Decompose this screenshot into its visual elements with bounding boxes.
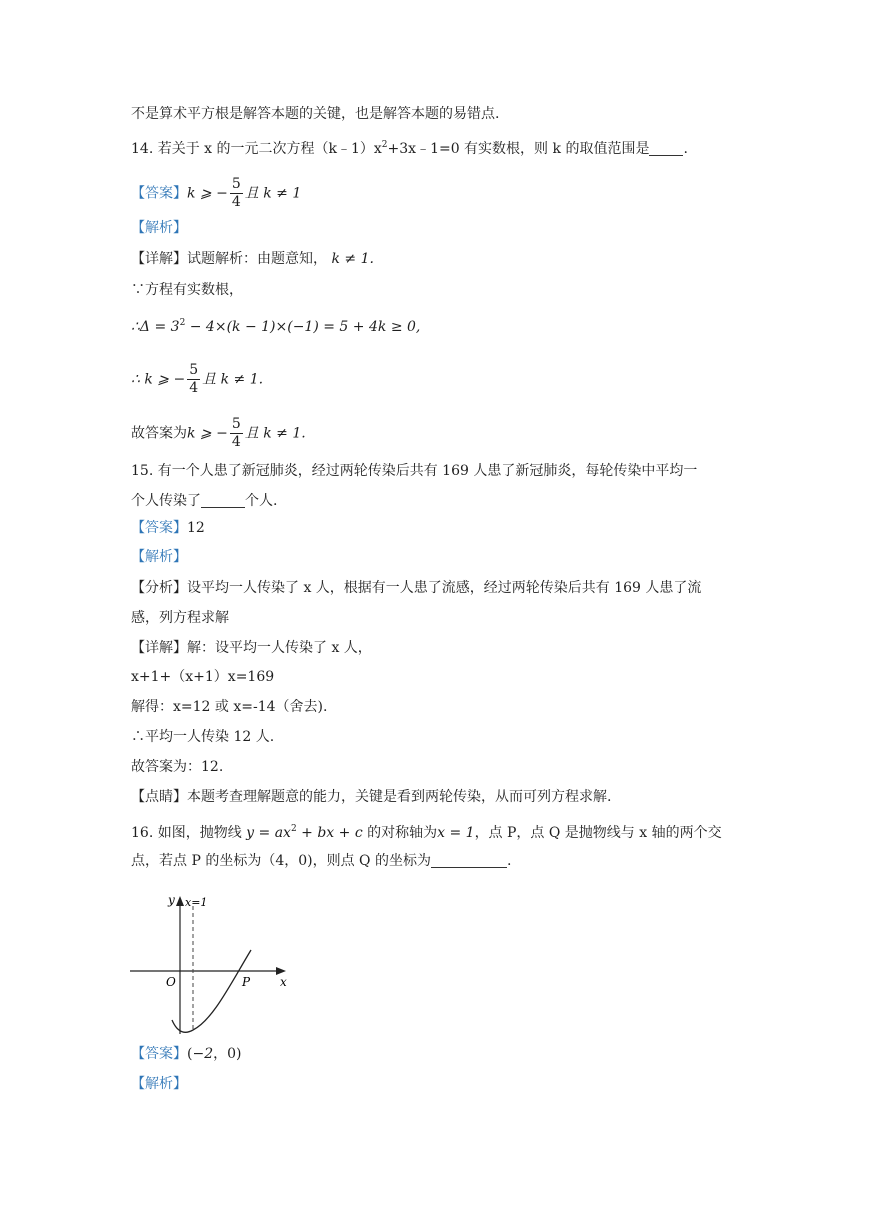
q14-answer: 【答案】k ⩾ − $\frac{5}{4}$ 且 k ≠ 1 [131, 176, 302, 210]
q15-equation: x+1+（x+1）x=169 [131, 669, 275, 685]
x-axis-label: x [280, 975, 287, 989]
intro-line: 不是算术平方根是解答本题的关键，也是解答本题的易错点. [131, 106, 500, 122]
origin-label: O [166, 975, 176, 989]
q16-answer: 【答案】(−2，0) [131, 1046, 242, 1062]
q14-analysis-tag: 【解析】 [131, 220, 187, 236]
point-p-label: P [242, 975, 251, 989]
q15-conclusion: ∴平均一人传染 12 人. [131, 729, 275, 745]
question-15-line-2: 个人传染了 个人. [131, 493, 278, 509]
q15-analysis-tag: 【解析】 [131, 549, 187, 565]
q14-step-5: 故答案为k ⩾ − $\frac{5}{4}$ 且 k ≠ 1. [131, 416, 306, 450]
question-16-line-2: 点，若点 P 的坐标为（4，0)，则点 Q 的坐标为 . [131, 853, 512, 869]
q15-answer: 【答案】12 [131, 520, 205, 536]
parabola-figure [128, 888, 298, 1038]
question-16-line-1: 16. 如图，抛物线 $y = ax^2$ + bx + c 的对称轴为x = 1，点 P，点 Q 是抛物线与 x 轴的两个交 [131, 824, 722, 841]
q14-detail: 【详解】试题解析：由题意知， k ≠ 1. [131, 251, 374, 267]
q15-analysis-line-1: 【分析】设平均一人传染了 x 人，根据有一人患了流感，经过两轮传染后共有 169 人患了流 [131, 580, 702, 596]
q15-comment: 【点睛】本题考查理解题意的能力，关键是看到两轮传染，从而可列方程求解. [131, 789, 612, 805]
parabola-curve [172, 950, 251, 1032]
q14-step-3: ∴Δ = $3^2 - 4\times(k - 1)\times(-1) = 5 + 4k \ge 0$, [131, 318, 421, 335]
q14-step-2: ∵方程有实数根， [131, 282, 243, 298]
q16-analysis-tag: 【解析】 [131, 1076, 187, 1092]
question-14: 14. 若关于 x 的一元二次方程$(k﹣1)x^2+3x﹣1=0$ 有实数根，则 k 的取值范围是 . [131, 140, 688, 157]
q15-final-answer: 故答案为：12. [131, 759, 224, 775]
q15-analysis-line-2: 感，列方程求解 [131, 610, 229, 626]
x-axis-arrow [276, 967, 286, 975]
symmetry-axis-label: x=1 [185, 896, 208, 909]
q14-step-4: ∴ k ⩾ − $\frac{5}{4}$ 且 k ≠ 1. [131, 362, 264, 396]
q15-solution: 解得：x=12 或 x=-14（舍去). [131, 699, 328, 715]
y-axis-label: y [168, 893, 175, 907]
y-axis-arrow [176, 896, 184, 906]
q15-detail: 【详解】解：设平均一人传染了 x 人， [131, 640, 372, 656]
question-15-line-1: 15. 有一个人患了新冠肺炎，经过两轮传染后共有 169 人患了新冠肺炎，每轮传染中平均一 [131, 463, 698, 479]
